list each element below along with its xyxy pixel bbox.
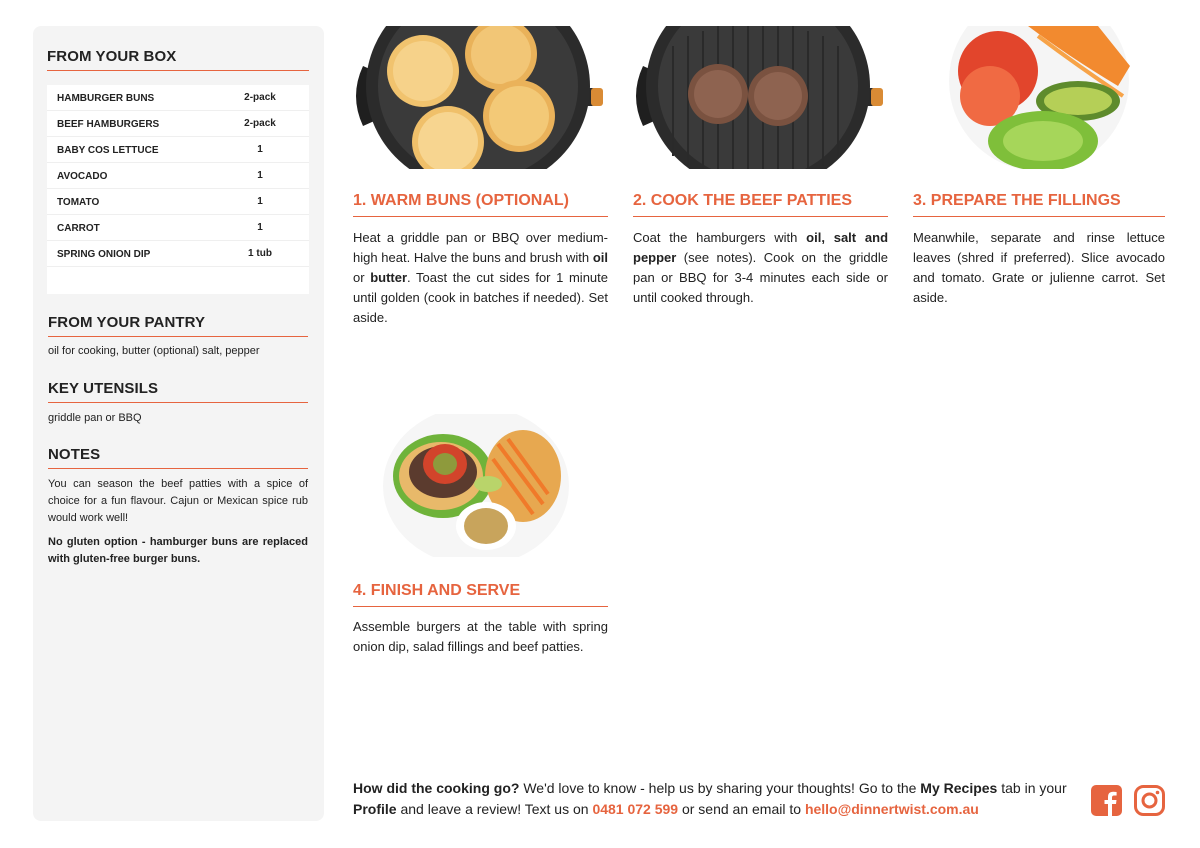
footer-question: How did the cooking go? <box>353 780 520 796</box>
table-row <box>47 215 309 241</box>
footer-text: and leave a review! Text us on <box>396 801 593 817</box>
phone-link[interactable]: 0481 072 599 <box>592 801 679 817</box>
step-text: Heat a griddle pan or BBQ over medium-high heat. Halve the buns and brush with <box>353 230 608 265</box>
step-3-body <box>913 228 1165 308</box>
divider <box>48 402 308 403</box>
table-row <box>47 163 309 189</box>
ingredient-name: TOMATO <box>57 197 100 208</box>
utensils-text: griddle pan or BBQ <box>48 412 142 424</box>
ingredient-qty: 1 <box>257 196 263 207</box>
step-1-photo <box>353 26 608 169</box>
divider <box>353 606 608 607</box>
fillings-plate-image <box>948 26 1130 169</box>
ingredient-qty: 1 <box>257 144 263 155</box>
ingredient-name: CARROT <box>57 223 100 234</box>
step-text-bold: butter <box>370 270 408 285</box>
step-text: Coat the hamburgers with <box>633 230 807 245</box>
my-recipes-label: My Recipes <box>920 780 998 796</box>
ingredient-name: BEEF HAMBURGERS <box>57 119 160 130</box>
step-2-title: 2. COOK THE BEEF PATTIES <box>633 192 852 209</box>
ingredient-name: BABY COS LETTUCE <box>57 145 159 156</box>
footer-review-text <box>353 778 1073 820</box>
ingredient-name: HAMBURGER BUNS <box>57 93 155 104</box>
footer-text: or send an email to <box>678 801 805 817</box>
utensils-title: KEY UTENSILS <box>48 380 159 397</box>
footer-text: tab in your <box>997 780 1067 796</box>
divider <box>633 216 888 217</box>
profile-label: Profile <box>353 801 397 817</box>
step-text: . Toast the cut sides for 1 minute until golden (cook in batches if needed). Set aside. <box>353 270 608 325</box>
step-text: Assemble burgers at the table with spring onion dip, salad fillings and beef patties. <box>353 619 608 654</box>
ingredients-table <box>47 85 309 294</box>
step-2-body <box>633 228 888 308</box>
divider <box>48 468 308 469</box>
step-4-title: 4. FINISH AND SERVE <box>353 582 521 599</box>
box-title: FROM YOUR BOX <box>47 48 177 65</box>
notes-text: You can season the beef patties with a spice of choice for a fun flavour. Cajun or Mexican spice rub would work well! <box>48 478 308 524</box>
ingredient-qty: 1 tub <box>248 248 272 259</box>
table-row <box>47 111 309 137</box>
step-2-photo <box>633 26 888 169</box>
ingredient-qty: 2-pack <box>244 92 276 103</box>
step-1-body <box>353 228 608 328</box>
table-row <box>47 85 309 111</box>
table-row <box>47 241 309 267</box>
griddle-patties-image <box>633 26 888 169</box>
step-4-body <box>353 617 608 657</box>
notes-gluten: No gluten option - hamburger buns are replaced with gluten-free burger buns. <box>48 536 308 565</box>
griddle-buns-image <box>353 26 608 169</box>
divider <box>353 216 608 217</box>
ingredient-qty: 1 <box>257 170 263 181</box>
table-row <box>47 189 309 215</box>
step-4-photo <box>383 414 570 557</box>
divider <box>47 70 309 71</box>
divider <box>913 216 1165 217</box>
sidebar <box>33 26 324 821</box>
step-text: (see notes). Cook on the griddle pan or BBQ for 3-4 minutes each side or until cooked through. <box>633 250 888 305</box>
step-3-photo <box>948 26 1130 169</box>
step-text: Meanwhile, separate and rinse lettuce leaves (shred if preferred). Slice avocado and tomato. Grate or julienne carrot. Set aside. <box>913 230 1165 305</box>
instagram-icon[interactable] <box>1134 785 1165 821</box>
step-text-bold: oil <box>592 250 608 265</box>
pantry-text: oil for cooking, butter (optional) salt, pepper <box>48 345 260 357</box>
divider <box>48 336 308 337</box>
step-1-title: 1. WARM BUNS (OPTIONAL) <box>353 192 569 209</box>
ingredient-qty: 2-pack <box>244 118 276 129</box>
ingredient-qty: 1 <box>257 222 263 233</box>
step-text-bold: oil, salt and pepper <box>633 230 889 265</box>
footer-text: We'd love to know - help us by sharing your thoughts! Go to the <box>519 780 921 796</box>
pantry-title: FROM YOUR PANTRY <box>48 314 206 331</box>
ingredient-name: AVOCADO <box>57 171 108 182</box>
step-3-title: 3. PREPARE THE FILLINGS <box>913 192 1121 209</box>
email-link[interactable]: hello@dinnertwist.com.au <box>804 801 979 817</box>
notes-title: NOTES <box>48 446 101 463</box>
facebook-icon[interactable] <box>1091 785 1122 821</box>
burger-plate-image <box>383 414 570 557</box>
ingredient-name: SPRING ONION DIP <box>57 249 151 260</box>
table-row <box>47 137 309 163</box>
step-text: or <box>353 270 371 285</box>
